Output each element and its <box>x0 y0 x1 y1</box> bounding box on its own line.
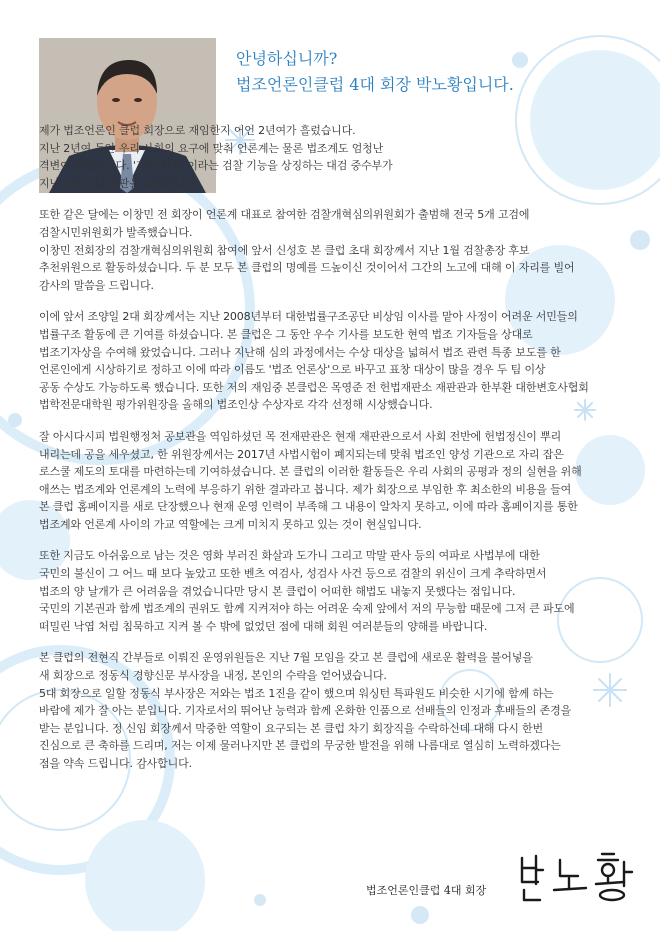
paragraph-1 <box>39 206 639 294</box>
text-line: 국민의 기본권과 함께 법조계의 권위도 함께 지켜져야 하는 어려운 숙제 앞에서 저의 무능함 때문에 그저 큰 파도에 <box>39 602 575 616</box>
letter-body <box>39 122 639 787</box>
text-line: 법조의 양 날개가 큰 어려움을 겪었습니다만 당시 본 클럽이 어떠한 해법도 내놓지 못했다는 점입니다. <box>39 584 516 598</box>
text-line: 또한 같은 달에는 이창민 전 회장이 언론계 대표로 참여한 검찰개혁심의위원회가 출범해 전국 5개 고검에 <box>39 208 530 222</box>
text-line: 법학전문대학원 평가위원장을 올해의 법조인상 수상자로 각각 선정해 시상했습니다. <box>39 398 433 412</box>
paragraph-4 <box>39 547 639 635</box>
paragraph-3 <box>39 428 639 534</box>
text-line: 바람에 제가 잘 아는 분입니다. 기자로서의 뛰어난 능력과 함께 온화한 인품으로 선배들의 인정과 후배들의 존경을 <box>39 704 572 718</box>
text-line: 격변이 있었습니다. '거악 척결' 이라는 검찰 기능을 상징하는 대검 중수부가 <box>39 159 393 173</box>
text-line: 새 회장으로 정동식 경향신문 부사장을 내정, 본인의 수락을 얻어냈습니다. <box>39 669 387 683</box>
text-line: 이에 앞서 조양일 2대 회장께서는 지난 2008년부터 대한법률구조공단 비상임 이사를 맡아 사정이 어려운 서민들의 <box>39 310 578 324</box>
text-line: 지난 4월 끝내 현판을 내렸습니다. <box>39 176 199 190</box>
greeting-heading <box>236 46 636 98</box>
text-line: 감사의 말씀을 드립니다. <box>39 278 154 292</box>
text-line: 로스쿨 제도의 토대를 마련하는데 기여하셨습니다. 본 클럽의 이러한 활동들은 우리 사회의 공평과 정의 실현을 위해 <box>39 465 582 479</box>
text-line: 언론인에게 시상하기로 정하고 이에 따라 이름도 '법조 언론상'으로 바꾸고 표창 대상이 많을 경우 두 팀 이상 <box>39 363 546 377</box>
signature-label: 법조언론인클럽 4대 회장 <box>366 884 487 897</box>
text-line: 본 클럽 홈페이지를 새로 단장했으나 현재 운영 인력이 부족해 그 내용이 알차지 못하고, 이에 따라 홈페이지를 통한 <box>39 500 578 514</box>
text-line: 법조계와 언론계 사이의 가교 역할에는 크게 미치지 못하고 있는 것이 현실입니다. <box>39 517 422 531</box>
text-line: 점을 약속 드립니다. 감사합니다. <box>39 757 192 770</box>
paragraph-5 <box>39 649 639 772</box>
text-line: 법률구조 활동에 큰 기여를 하셨습니다. 본 클럽은 그 동안 우수 기사를 보도한 현역 법조 기자들을 상대로 <box>39 327 533 341</box>
text-line: 추천위원으로 활동하셨습니다. 두 분 모두 본 클럽의 명예를 드높이신 것이어서 그간의 노고에 대해 이 자리를 빌어 <box>39 261 575 275</box>
text-line: 본 클럽의 전현직 간부들로 이뤄진 운영위원들은 지난 7월 모임을 갖고 본 클럽에 새로운 활력을 불어넣을 <box>39 651 533 665</box>
text-line: 지난 2년여 동안 우리 사회의 요구에 맞춰 언론계는 물론 법조계도 엄청난 <box>39 141 384 155</box>
text-line: 검찰시민위원회가 발족했습니다. <box>39 225 193 239</box>
text-line: 잘 아시다시피 법원행정처 공보관을 역임하셨던 목 전재판관은 현재 재판관으로서 사회 전반에 헌법정신이 뿌리 <box>39 429 562 443</box>
greeting-line-1: 안녕하십니까? <box>236 49 338 68</box>
text-line: 또한 지금도 아쉬움으로 남는 것은 영화 부러진 화살과 도가니 그리고 막말 판사 등의 여파로 사법부에 대한 <box>39 549 540 563</box>
text-line: 진심으로 큰 축하를 드리며, 저는 이제 물러나지만 본 클럽의 무궁한 발전을 위해 나름대로 열심히 노력하겠다는 <box>39 739 561 753</box>
intro-paragraph <box>39 122 434 192</box>
text-line: 떠밀린 낙엽 처럼 침묵하고 지켜 볼 수 밖에 없었던 점에 대해 회원 여러분들의 양해를 바랍니다. <box>39 619 488 633</box>
text-line: 이창민 전회장의 검찰개혁심의위원회 참여에 앞서 신성호 본 클럽 초대 회장께서 지난 1월 검찰총장 후보 <box>39 243 530 257</box>
text-line: 법조기자상을 수여해 왔었습니다. 그러나 지난해 심의 과정에서는 수상 대상을 넓혀서 법조 관련 특종 보도를 한 <box>39 345 561 359</box>
text-line: 국민의 불신이 그 어느 때 보다 높았고 또한 벤츠 여검사, 성검사 사건 등으로 검찰의 위신이 크게 추락하면서 <box>39 567 547 581</box>
text-line: 제가 법조언론인 클럽 회장으로 재임한지 어언 2년여가 흘렀습니다. <box>39 124 356 137</box>
signature-block <box>348 848 648 908</box>
paragraph-2 <box>39 308 639 414</box>
text-line: 애쓰는 법조계와 언론계의 노력에 부응하기 위한 결과라고 봅니다. 제가 회장으로 부임한 후 최소한의 비용을 들여 <box>39 482 572 496</box>
text-line: 내리는데 공을 세우셨고, 한 위원장께서는 2017년 사법시험이 폐지되는데 맞춰 법조인 양성 기관으로 자리 잡은 <box>39 447 564 461</box>
greeting-line-2: 법조언론인클럽 4대 회장 박노황입니다. <box>236 75 514 94</box>
handwritten-signature <box>516 848 646 904</box>
text-line: 받는 분입니다. 정 신임 회장께서 막중한 역할이 요구되는 본 클럽 차기 회장직을 수락하신데 대해 다시 한번 <box>39 721 544 735</box>
text-line: 5대 회장으로 일할 정동식 부사장은 저와는 법조 1진을 같이 했으며 워싱턴 특파원도 비슷한 시기에 함께 하는 <box>39 686 554 700</box>
text-line: 공동 수상도 가능하도록 했습니다. 또한 저의 재임중 본클럽은 목영준 전 헌법재판소 재판관과 한부환 대한변호사협회 <box>39 380 589 394</box>
